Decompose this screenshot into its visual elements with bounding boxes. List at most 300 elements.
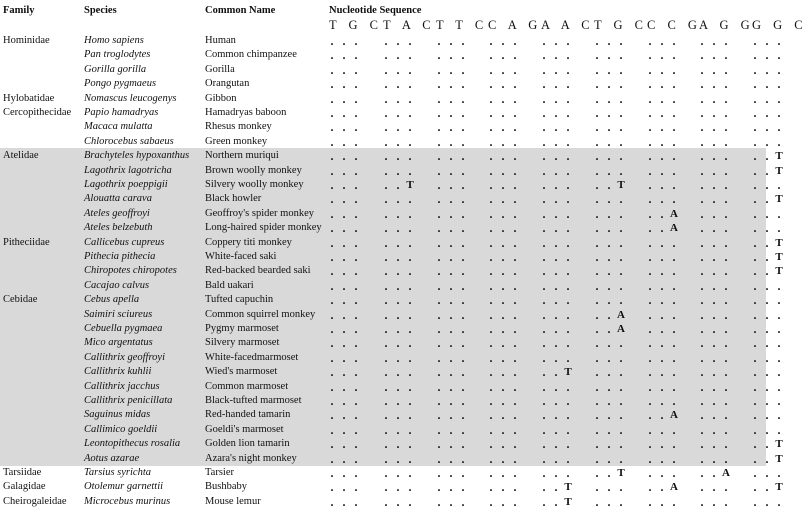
identity-dot: . (461, 494, 465, 509)
identity-dot: . (724, 250, 728, 264)
substitution-base: A (617, 308, 625, 321)
identity-dot: . (777, 91, 781, 106)
identity-dot: . (672, 350, 676, 365)
identity-dot: . (437, 307, 441, 322)
identity-dot: . (461, 178, 465, 192)
identity-dot: . (765, 336, 769, 351)
identity-dot: . (330, 494, 334, 509)
identity-dot: . (437, 163, 441, 178)
identity-dot: . (554, 422, 558, 437)
identity-dot: . (595, 178, 599, 192)
identity-dot: . (489, 235, 493, 250)
identity-dot: . (396, 221, 400, 236)
identity-dot: . (753, 264, 757, 279)
identity-dot: . (354, 77, 358, 92)
common-name-cell: Goeldi's marmoset (205, 423, 284, 435)
identity-dot: . (396, 422, 400, 437)
species-cell: Saimiri sciureus (84, 308, 153, 320)
identity-dot: . (408, 408, 412, 423)
identity-dot: . (461, 149, 465, 164)
identity-dot: . (724, 394, 728, 408)
identity-dot: . (700, 293, 704, 308)
identity-dot: . (672, 307, 676, 322)
identity-dot: . (396, 394, 400, 408)
identity-dot: . (330, 322, 334, 336)
codon-header: C A G (488, 18, 542, 32)
identity-dot: . (777, 422, 781, 437)
identity-dot: . (489, 221, 493, 236)
identity-dot: . (672, 106, 676, 120)
table-row (0, 120, 781, 135)
identity-dot: . (595, 106, 599, 120)
identity-dot: . (354, 106, 358, 120)
identity-dot: . (660, 62, 664, 77)
identity-dot: . (660, 235, 664, 250)
identity-dot: . (342, 394, 346, 408)
common-name-cell: Red-handed tamarin (205, 409, 291, 421)
identity-dot: . (753, 235, 757, 250)
identity-dot: . (595, 235, 599, 250)
identity-dot: . (449, 163, 453, 178)
identity-dot: . (542, 365, 546, 380)
identity-dot: . (753, 408, 757, 423)
identity-dot: . (354, 437, 358, 452)
identity-dot: . (712, 365, 716, 380)
identity-dot: . (672, 178, 676, 192)
identity-dot: . (595, 149, 599, 164)
identity-dot: . (408, 120, 412, 135)
identity-dot: . (753, 163, 757, 178)
identity-dot: . (700, 494, 704, 509)
table-row (0, 336, 781, 351)
identity-dot: . (724, 221, 728, 236)
identity-dot: . (542, 163, 546, 178)
identity-dot: . (672, 394, 676, 408)
identity-dot: . (330, 451, 334, 466)
identity-dot: . (449, 48, 453, 63)
identity-dot: . (724, 480, 728, 495)
common-name-cell: Geoffroy's spider monkey (205, 207, 315, 219)
common-name-cell: Gibbon (205, 92, 237, 104)
identity-dot: . (607, 192, 611, 207)
identity-dot: . (408, 91, 412, 106)
identity-dot: . (330, 163, 334, 178)
identity-dot: . (449, 62, 453, 77)
identity-dot: . (777, 34, 781, 48)
identity-dot: . (437, 106, 441, 120)
table-row (0, 379, 781, 394)
identity-dot: . (672, 365, 676, 380)
identity-dot: . (712, 451, 716, 466)
identity-dot: . (330, 235, 334, 250)
identity-dot: . (408, 250, 412, 264)
identity-dot: . (330, 278, 334, 293)
table-row (0, 77, 781, 92)
identity-dot: . (566, 221, 570, 236)
identity-dot: . (777, 206, 781, 221)
identity-dot: . (724, 192, 728, 207)
identity-dot: . (542, 336, 546, 351)
identity-dot: . (396, 437, 400, 452)
codon-header: A A C (541, 18, 595, 32)
identity-dot: . (672, 322, 676, 336)
identity-dot: . (777, 307, 781, 322)
identity-dot: . (513, 408, 517, 423)
identity-dot: . (542, 322, 546, 336)
species-cell: Gorilla gorilla (84, 63, 147, 75)
identity-dot: . (342, 350, 346, 365)
identity-dot: . (566, 278, 570, 293)
identity-dot: . (342, 206, 346, 221)
identity-dot: . (449, 178, 453, 192)
common-name-cell: Northern muriqui (205, 150, 279, 162)
identity-dot: . (330, 106, 334, 120)
identity-dot: . (712, 134, 716, 149)
identity-dot: . (501, 336, 505, 351)
identity-dot: . (501, 422, 505, 437)
identity-dot: . (607, 235, 611, 250)
identity-dot: . (396, 206, 400, 221)
identity-dot: . (461, 77, 465, 92)
identity-dot: . (607, 350, 611, 365)
identity-dot: . (489, 480, 493, 495)
identity-dot: . (396, 235, 400, 250)
identity-dot: . (619, 264, 623, 279)
identity-dot: . (753, 62, 757, 77)
identity-dot: . (619, 278, 623, 293)
identity-dot: . (384, 192, 388, 207)
identity-dot: . (753, 422, 757, 437)
identity-dot: . (648, 221, 652, 236)
identity-dot: . (672, 422, 676, 437)
common-name-cell: Orangutan (205, 78, 250, 90)
identity-dot: . (595, 466, 599, 480)
identity-dot: . (753, 106, 757, 120)
identity-dot: . (489, 336, 493, 351)
identity-dot: . (489, 322, 493, 336)
species-cell: Callicebus cupreus (84, 236, 165, 248)
identity-dot: . (554, 350, 558, 365)
identity-dot: . (513, 91, 517, 106)
identity-dot: . (342, 48, 346, 63)
species-cell: Otolemur garnettii (84, 481, 164, 493)
identity-dot: . (396, 34, 400, 48)
identity-dot: . (408, 264, 412, 279)
identity-dot: . (607, 451, 611, 466)
identity-dot: . (437, 480, 441, 495)
identity-dot: . (765, 322, 769, 336)
identity-dot: . (554, 192, 558, 207)
substitution-base: T (775, 251, 783, 263)
identity-dot: . (595, 293, 599, 308)
header-common-name: Common Name (205, 5, 276, 16)
identity-dot: . (566, 336, 570, 351)
identity-dot: . (330, 120, 334, 135)
identity-dot: . (660, 149, 664, 164)
identity-dot: . (396, 408, 400, 423)
identity-dot: . (753, 278, 757, 293)
identity-dot: . (700, 163, 704, 178)
identity-dot: . (542, 451, 546, 466)
identity-dot: . (501, 149, 505, 164)
identity-dot: . (513, 293, 517, 308)
species-cell: Chlorocebus sabaeus (84, 135, 174, 147)
species-cell: Cacajao calvus (84, 279, 150, 291)
codon-header: C C G (647, 18, 702, 32)
identity-dot: . (461, 350, 465, 365)
species-cell: Ateles geoffroyi (84, 207, 150, 219)
identity-dot: . (384, 77, 388, 92)
identity-dot: . (330, 250, 334, 264)
identity-dot: . (607, 221, 611, 236)
identity-dot: . (648, 480, 652, 495)
identity-dot: . (342, 278, 346, 293)
identity-dot: . (672, 62, 676, 77)
identity-dot: . (712, 408, 716, 423)
identity-dot: . (437, 48, 441, 63)
identity-dot: . (566, 163, 570, 178)
identity-dot: . (777, 394, 781, 408)
identity-dot: . (384, 336, 388, 351)
identity-dot: . (342, 34, 346, 48)
identity-dot: . (408, 494, 412, 509)
identity-dot: . (342, 192, 346, 207)
identity-dot: . (595, 322, 599, 336)
identity-dot: . (753, 451, 757, 466)
identity-dot: . (354, 408, 358, 423)
identity-dot: . (330, 134, 334, 149)
identity-dot: . (607, 336, 611, 351)
common-name-cell: Golden lion tamarin (205, 438, 290, 450)
identity-dot: . (753, 480, 757, 495)
identity-dot: . (513, 350, 517, 365)
identity-dot: . (648, 206, 652, 221)
identity-dot: . (513, 451, 517, 466)
identity-dot: . (449, 437, 453, 452)
identity-dot: . (700, 250, 704, 264)
identity-dot: . (700, 307, 704, 322)
identity-dot: . (765, 379, 769, 394)
identity-dot: . (342, 365, 346, 380)
identity-dot: . (489, 106, 493, 120)
identity-dot: . (489, 379, 493, 394)
identity-dot: . (607, 120, 611, 135)
identity-dot: . (554, 451, 558, 466)
table-row (0, 206, 781, 221)
identity-dot: . (437, 120, 441, 135)
identity-dot: . (342, 451, 346, 466)
identity-dot: . (330, 62, 334, 77)
identity-dot: . (648, 264, 652, 279)
identity-dot: . (449, 278, 453, 293)
identity-dot: . (501, 480, 505, 495)
identity-dot: . (384, 379, 388, 394)
identity-dot: . (542, 437, 546, 452)
table-row (0, 494, 781, 509)
identity-dot: . (384, 494, 388, 509)
identity-dot: . (554, 62, 558, 77)
identity-dot: . (354, 451, 358, 466)
identity-dot: . (566, 264, 570, 279)
identity-dot: . (648, 336, 652, 351)
identity-dot: . (542, 408, 546, 423)
identity-dot: . (513, 336, 517, 351)
identity-dot: . (408, 307, 412, 322)
common-name-cell: Bushbaby (205, 481, 247, 493)
identity-dot: . (408, 192, 412, 207)
identity-dot: . (712, 250, 716, 264)
identity-dot: . (396, 62, 400, 77)
identity-dot: . (461, 91, 465, 106)
identity-dot: . (712, 336, 716, 351)
identity-dot: . (489, 91, 493, 106)
identity-dot: . (501, 322, 505, 336)
identity-dot: . (437, 293, 441, 308)
identity-dot: . (384, 408, 388, 423)
identity-dot: . (700, 235, 704, 250)
identity-dot: . (354, 192, 358, 207)
identity-dot: . (449, 408, 453, 423)
identity-dot: . (489, 437, 493, 452)
codon-header: G G C (752, 18, 807, 32)
identity-dot: . (342, 62, 346, 77)
identity-dot: . (648, 134, 652, 149)
identity-dot: . (753, 307, 757, 322)
identity-dot: . (595, 480, 599, 495)
substitution-base: T (775, 193, 783, 206)
identity-dot: . (700, 322, 704, 336)
substitution-base: A (722, 467, 730, 479)
identity-dot: . (542, 178, 546, 192)
identity-dot: . (753, 178, 757, 192)
identity-dot: . (542, 235, 546, 250)
identity-dot: . (554, 480, 558, 495)
identity-dot: . (384, 365, 388, 380)
identity-dot: . (437, 365, 441, 380)
identity-dot: . (396, 264, 400, 279)
identity-dot: . (765, 221, 769, 236)
identity-dot: . (672, 91, 676, 106)
identity-dot: . (554, 336, 558, 351)
identity-dot: . (607, 408, 611, 423)
identity-dot: . (449, 451, 453, 466)
identity-dot: . (700, 350, 704, 365)
identity-dot: . (724, 206, 728, 221)
identity-dot: . (449, 365, 453, 380)
identity-dot: . (619, 206, 623, 221)
identity-dot: . (342, 480, 346, 495)
identity-dot: . (595, 264, 599, 279)
identity-dot: . (724, 307, 728, 322)
table-row (0, 307, 781, 322)
identity-dot: . (724, 451, 728, 466)
identity-dot: . (712, 48, 716, 63)
identity-dot: . (595, 48, 599, 63)
identity-dot: . (513, 466, 517, 480)
identity-dot: . (513, 322, 517, 336)
identity-dot: . (501, 206, 505, 221)
identity-dot: . (765, 206, 769, 221)
identity-dot: . (396, 91, 400, 106)
identity-dot: . (437, 408, 441, 423)
identity-dot: . (607, 278, 611, 293)
identity-dot: . (449, 250, 453, 264)
identity-dot: . (607, 322, 611, 336)
substitution-base: T (775, 481, 783, 494)
identity-dot: . (330, 408, 334, 423)
species-cell: Callithrix geoffroyi (84, 351, 165, 363)
substitution-base: A (670, 222, 678, 235)
identity-dot: . (554, 34, 558, 48)
identity-dot: . (753, 437, 757, 452)
substitution-base: T (775, 438, 783, 451)
identity-dot: . (396, 480, 400, 495)
identity-dot: . (672, 336, 676, 351)
identity-dot: . (554, 264, 558, 279)
identity-dot: . (777, 106, 781, 120)
identity-dot: . (607, 307, 611, 322)
identity-dot: . (489, 307, 493, 322)
identity-dot: . (342, 149, 346, 164)
identity-dot: . (619, 106, 623, 120)
identity-dot: . (595, 206, 599, 221)
identity-dot: . (489, 394, 493, 408)
species-cell: Pan troglodytes (84, 49, 151, 61)
identity-dot: . (513, 264, 517, 279)
identity-dot: . (501, 408, 505, 423)
identity-dot: . (513, 494, 517, 509)
identity-dot: . (513, 307, 517, 322)
identity-dot: . (396, 250, 400, 264)
identity-dot: . (660, 134, 664, 149)
table-row (0, 451, 783, 466)
identity-dot: . (619, 163, 623, 178)
identity-dot: . (501, 34, 505, 48)
identity-dot: . (566, 322, 570, 336)
identity-dot: . (501, 264, 505, 279)
identity-dot: . (765, 293, 769, 308)
identity-dot: . (501, 466, 505, 480)
identity-dot: . (753, 250, 757, 264)
identity-dot: . (501, 48, 505, 63)
common-name-cell: Common squirrel monkey (205, 308, 316, 320)
identity-dot: . (437, 350, 441, 365)
common-name-cell: Silvery woolly monkey (205, 179, 304, 190)
identity-dot: . (672, 134, 676, 149)
identity-dot: . (542, 466, 546, 480)
substitution-base: T (617, 179, 625, 191)
table-row (0, 365, 781, 380)
identity-dot: . (566, 437, 570, 452)
identity-dot: . (672, 48, 676, 63)
identity-dot: . (607, 293, 611, 308)
identity-dot: . (330, 264, 334, 279)
substitution-base: T (617, 467, 625, 479)
identity-dot: . (449, 91, 453, 106)
identity-dot: . (330, 466, 334, 480)
substitution-base: A (670, 409, 678, 422)
identity-dot: . (554, 394, 558, 408)
identity-dot: . (408, 365, 412, 380)
identity-dot: . (753, 91, 757, 106)
identity-dot: . (753, 350, 757, 365)
species-cell: Callithrix kuhlii (84, 366, 152, 378)
identity-dot: . (408, 34, 412, 48)
identity-dot: . (672, 149, 676, 164)
identity-dot: . (554, 307, 558, 322)
identity-dot: . (437, 336, 441, 351)
identity-dot: . (700, 120, 704, 135)
